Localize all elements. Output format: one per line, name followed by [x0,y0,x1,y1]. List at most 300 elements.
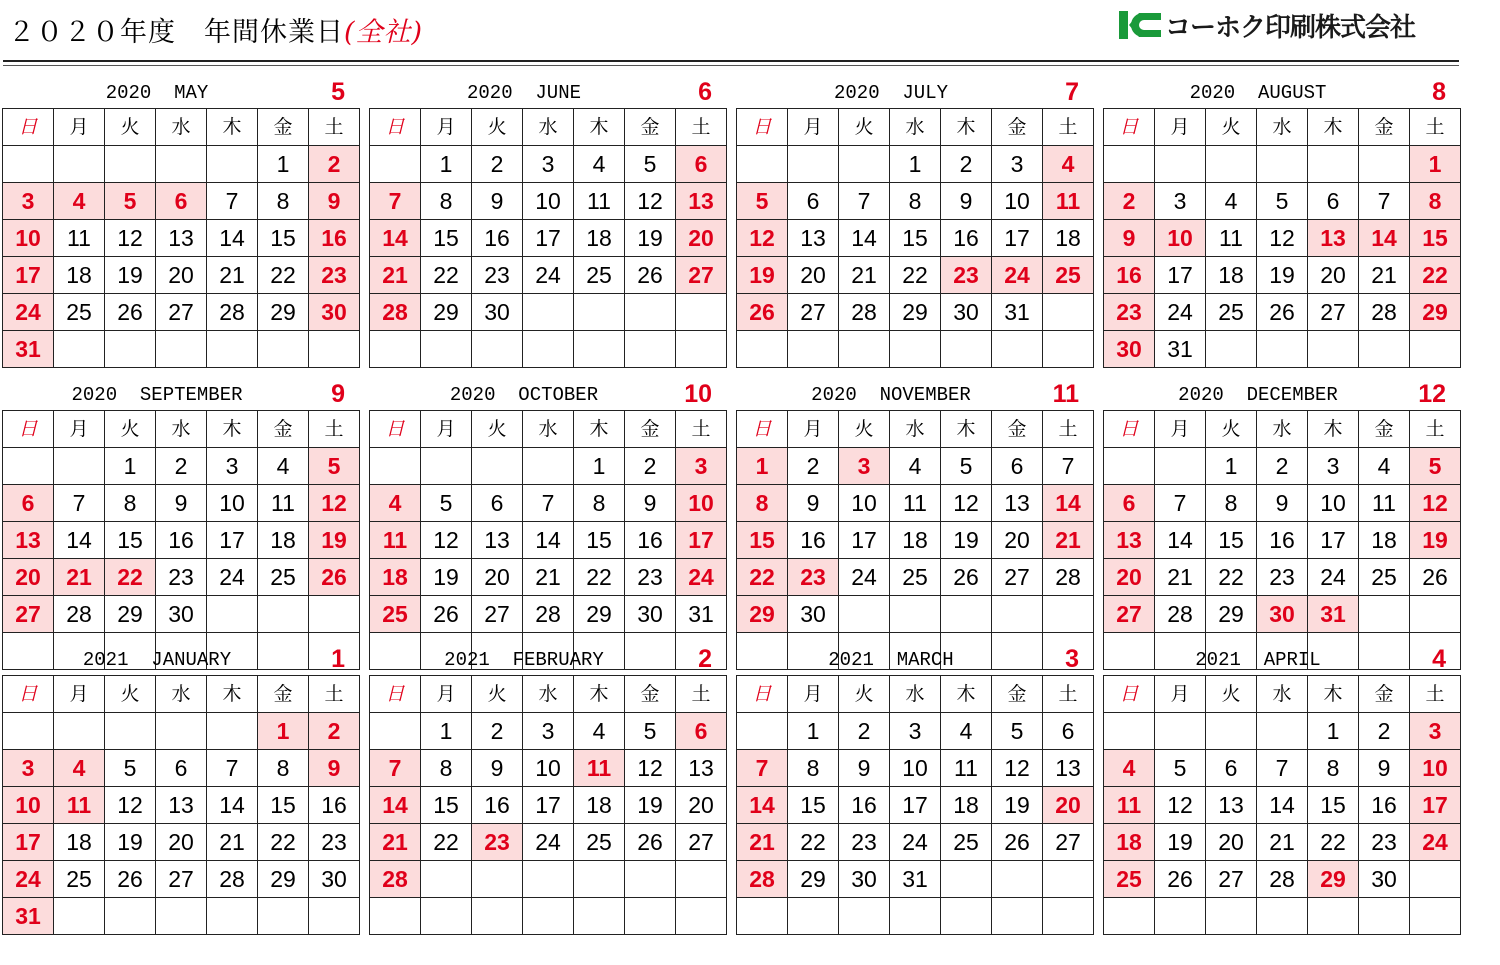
week-row [370,522,727,559]
holiday-cell: 5 [309,448,360,485]
weekday-label: 水 [156,676,207,713]
month-number: 10 [684,380,712,408]
day-cell: 15 [421,220,472,257]
holiday-cell: 11 [370,522,421,559]
holiday-cell: 14 [1359,220,1410,257]
empty-cell [156,713,207,750]
empty-cell [523,861,574,898]
empty-cell [625,898,676,935]
day-cell: 3 [523,713,574,750]
day-cell: 16 [309,787,360,824]
holiday-cell: 17 [3,257,54,294]
holiday-cell: 10 [676,485,727,522]
empty-cell [258,331,309,368]
day-cell: 25 [54,861,105,898]
month-august [1103,73,1460,368]
week-row [737,448,1094,485]
week-row [737,861,1094,898]
month-number: 7 [1065,78,1079,106]
week-row [370,294,727,331]
holiday-cell: 11 [574,750,625,787]
day-cell: 10 [523,183,574,220]
holiday-cell: 15 [1410,220,1461,257]
holiday-cell: 3 [676,448,727,485]
day-cell: 18 [574,220,625,257]
weekday-label: 金 [625,109,676,146]
day-cell: 2 [472,713,523,750]
day-cell: 28 [1043,559,1094,596]
weekday-label: 木 [1308,109,1359,146]
empty-cell [890,331,941,368]
day-cell: 26 [1410,559,1461,596]
holiday-cell: 1 [737,448,788,485]
week-row [3,898,360,935]
holiday-cell: 28 [370,294,421,331]
day-cell: 28 [523,596,574,633]
weekday-label: 月 [1155,109,1206,146]
empty-cell [941,861,992,898]
empty-cell [523,448,574,485]
empty-cell [421,331,472,368]
empty-cell [54,898,105,935]
day-cell: 9 [156,485,207,522]
day-cell: 4 [574,713,625,750]
day-cell: 5 [992,713,1043,750]
empty-cell [156,898,207,935]
day-cell: 26 [421,596,472,633]
holiday-cell: 25 [1043,257,1094,294]
empty-cell [54,331,105,368]
empty-cell [472,331,523,368]
day-cell: 11 [941,750,992,787]
week-row [3,596,360,633]
day-cell: 28 [1257,861,1308,898]
day-cell: 11 [258,485,309,522]
week-row [1104,294,1461,331]
empty-cell [625,861,676,898]
day-cell: 19 [105,257,156,294]
month-header [2,73,359,108]
weekday-label: 月 [788,109,839,146]
week-row [3,257,360,294]
day-cell: 11 [574,183,625,220]
weekday-label: 水 [890,411,941,448]
holiday-cell: 6 [156,183,207,220]
empty-cell [207,146,258,183]
holiday-cell: 12 [1410,485,1461,522]
month-april [1103,640,1460,935]
day-cell: 13 [1043,750,1094,787]
week-row [3,522,360,559]
day-cell: 22 [421,824,472,861]
week-row [3,713,360,750]
week-row [370,596,727,633]
empty-cell [788,898,839,935]
holiday-cell: 31 [1308,596,1359,633]
week-row [1104,861,1461,898]
day-cell: 26 [625,824,676,861]
day-cell: 6 [472,485,523,522]
empty-cell [421,448,472,485]
weekday-label: 日 [3,109,54,146]
day-cell: 6 [788,183,839,220]
day-cell: 6 [1043,713,1094,750]
month-table [1103,108,1461,368]
week-row [737,183,1094,220]
weekday-label: 日 [370,109,421,146]
empty-cell [309,596,360,633]
weekday-label: 火 [1206,676,1257,713]
holiday-cell: 19 [1410,522,1461,559]
holiday-cell: 21 [737,824,788,861]
month-june [369,73,726,368]
day-cell: 8 [258,183,309,220]
week-row [1104,596,1461,633]
day-cell: 8 [1206,485,1257,522]
day-cell: 21 [1155,559,1206,596]
week-row [370,750,727,787]
day-cell: 8 [788,750,839,787]
weekday-label: 火 [105,676,156,713]
week-row [737,146,1094,183]
holiday-cell: 11 [54,787,105,824]
empty-cell [156,146,207,183]
page-title [8,10,423,49]
empty-cell [890,596,941,633]
day-cell: 9 [941,183,992,220]
empty-cell [370,898,421,935]
month-table [1103,410,1461,670]
week-row [1104,257,1461,294]
day-cell: 13 [1206,787,1257,824]
weekday-label: 日 [1104,676,1155,713]
empty-cell [207,898,258,935]
day-cell: 31 [992,294,1043,331]
day-cell: 10 [523,750,574,787]
day-cell: 24 [523,824,574,861]
week-row [370,331,727,368]
empty-cell [941,331,992,368]
day-cell: 12 [625,750,676,787]
weekday-label: 火 [472,676,523,713]
day-cell: 17 [992,220,1043,257]
weekday-label: 金 [1359,411,1410,448]
month-label: 2021 APRIL [1195,649,1321,671]
holiday-cell: 2 [1104,183,1155,220]
weekday-label: 水 [1257,411,1308,448]
day-cell: 2 [156,448,207,485]
day-cell: 1 [421,713,472,750]
holiday-cell: 29 [1410,294,1461,331]
weekday-header-row [3,109,360,146]
holiday-cell: 1 [258,713,309,750]
day-cell: 28 [207,861,258,898]
day-cell: 7 [1155,485,1206,522]
day-cell: 14 [54,522,105,559]
month-header [369,73,726,108]
week-row [370,713,727,750]
weekday-header-row [1104,109,1461,146]
day-cell: 20 [676,787,727,824]
weekday-header-row [3,411,360,448]
weekday-label: 火 [839,109,890,146]
weekday-label: 火 [105,411,156,448]
day-cell: 13 [156,220,207,257]
holiday-cell: 4 [54,183,105,220]
day-cell: 15 [421,787,472,824]
weekday-label: 土 [676,109,727,146]
month-number: 12 [1418,380,1446,408]
holiday-cell: 31 [3,331,54,368]
day-cell: 7 [1359,183,1410,220]
day-cell: 1 [421,146,472,183]
day-cell: 20 [788,257,839,294]
weekday-label: 火 [1206,411,1257,448]
day-cell: 26 [1257,294,1308,331]
day-cell: 3 [523,146,574,183]
week-row [3,559,360,596]
day-cell: 1 [574,448,625,485]
day-cell: 21 [207,824,258,861]
empty-cell [1206,898,1257,935]
empty-cell [1043,898,1094,935]
empty-cell [1410,898,1461,935]
month-label: 2020 JULY [833,82,949,104]
week-row [737,559,1094,596]
holiday-cell: 27 [676,257,727,294]
week-row [737,485,1094,522]
month-header [1103,375,1460,410]
day-cell: 18 [574,787,625,824]
month-table [1103,675,1461,935]
weekday-header-row [370,109,727,146]
week-row [3,787,360,824]
day-cell: 5 [1257,183,1308,220]
day-cell: 29 [421,294,472,331]
day-cell: 19 [625,787,676,824]
weekday-label: 土 [676,411,727,448]
day-cell: 25 [890,559,941,596]
weekday-label: 金 [625,411,676,448]
weekday-label: 水 [523,676,574,713]
weekday-label: 水 [156,411,207,448]
day-cell: 12 [992,750,1043,787]
empty-cell [207,713,258,750]
day-cell: 13 [472,522,523,559]
day-cell: 20 [1206,824,1257,861]
day-cell: 25 [941,824,992,861]
day-cell: 26 [992,824,1043,861]
month-number: 11 [1052,380,1079,408]
week-row [1104,898,1461,935]
day-cell: 11 [890,485,941,522]
day-cell: 1 [258,146,309,183]
day-cell: 10 [1308,485,1359,522]
week-row [3,448,360,485]
day-cell: 22 [1308,824,1359,861]
week-row [370,220,727,257]
holiday-cell: 4 [1104,750,1155,787]
empty-cell [992,331,1043,368]
holiday-cell: 20 [676,220,727,257]
weekday-label: 金 [992,411,1043,448]
day-cell: 7 [54,485,105,522]
empty-cell [207,331,258,368]
holiday-cell: 26 [309,559,360,596]
day-cell: 8 [1308,750,1359,787]
empty-cell [1257,331,1308,368]
empty-cell [737,331,788,368]
holiday-cell: 6 [676,146,727,183]
day-cell: 27 [1206,861,1257,898]
weekday-label: 水 [890,676,941,713]
weekday-header-row [370,411,727,448]
month-header [1103,73,1460,108]
empty-cell [105,146,156,183]
holiday-cell: 20 [1104,559,1155,596]
weekday-label: 日 [3,676,54,713]
day-cell: 16 [1359,787,1410,824]
month-label: 2020 OCTOBER [449,384,599,406]
day-cell: 15 [788,787,839,824]
empty-cell [1104,713,1155,750]
holiday-cell: 18 [370,559,421,596]
holiday-cell: 10 [1410,750,1461,787]
day-cell: 23 [1359,824,1410,861]
empty-cell [574,861,625,898]
day-cell: 6 [1206,750,1257,787]
day-cell: 15 [890,220,941,257]
holiday-cell: 25 [370,596,421,633]
holiday-cell: 23 [472,824,523,861]
weekday-header-row [3,676,360,713]
day-cell: 31 [890,861,941,898]
day-cell: 15 [258,220,309,257]
empty-cell [992,596,1043,633]
weekday-label: 月 [54,676,105,713]
month-may [2,73,359,368]
day-cell: 26 [625,257,676,294]
empty-cell [156,331,207,368]
weekday-label: 金 [258,411,309,448]
weekday-label: 月 [54,109,105,146]
holiday-cell: 29 [737,596,788,633]
day-cell: 26 [105,294,156,331]
holiday-cell: 22 [1410,257,1461,294]
weekday-label: 木 [1308,411,1359,448]
month-october [369,375,726,670]
day-cell: 10 [890,750,941,787]
day-cell: 25 [574,257,625,294]
day-cell: 7 [1043,448,1094,485]
weekday-label: 金 [992,676,1043,713]
day-cell: 17 [1308,522,1359,559]
month-number: 6 [698,78,712,106]
empty-cell [992,861,1043,898]
month-table [736,410,1094,670]
month-label: 2021 JANUARY [82,649,232,671]
day-cell: 21 [1257,824,1308,861]
week-row [1104,787,1461,824]
empty-cell [1104,898,1155,935]
header-rule [3,60,1459,62]
day-cell: 17 [890,787,941,824]
month-table [369,675,727,935]
empty-cell [1410,596,1461,633]
month-label: 2020 AUGUST [1189,82,1327,104]
holiday-cell: 14 [737,787,788,824]
empty-cell [1155,146,1206,183]
holiday-cell: 24 [1410,824,1461,861]
day-cell: 18 [890,522,941,559]
empty-cell [839,596,890,633]
empty-cell [309,898,360,935]
day-cell: 16 [941,220,992,257]
day-cell: 26 [105,861,156,898]
holiday-cell: 28 [737,861,788,898]
day-cell: 23 [156,559,207,596]
month-header [2,640,359,675]
weekday-label: 金 [625,676,676,713]
month-number: 1 [331,645,345,673]
holiday-cell: 27 [3,596,54,633]
day-cell: 19 [1155,824,1206,861]
holiday-cell: 23 [788,559,839,596]
holiday-cell: 30 [1257,596,1308,633]
month-july [736,73,1093,368]
week-row [1104,713,1461,750]
week-row [737,750,1094,787]
empty-cell [574,331,625,368]
weekday-header-row [1104,676,1461,713]
weekday-label: 土 [309,676,360,713]
weekday-label: 木 [207,676,258,713]
day-cell: 28 [54,596,105,633]
weekday-label: 金 [992,109,1043,146]
empty-cell [839,898,890,935]
month-label: 2020 JUNE [466,82,582,104]
day-cell: 9 [472,750,523,787]
weekday-label: 木 [941,676,992,713]
day-cell: 3 [207,448,258,485]
day-cell: 29 [105,596,156,633]
day-cell: 1 [1308,713,1359,750]
week-row [370,787,727,824]
weekday-label: 火 [1206,109,1257,146]
day-cell: 16 [625,522,676,559]
day-cell: 20 [156,824,207,861]
week-row [3,146,360,183]
day-cell: 23 [309,824,360,861]
week-row [1104,750,1461,787]
day-cell: 16 [156,522,207,559]
day-cell: 17 [523,787,574,824]
week-row [737,596,1094,633]
week-row [1104,824,1461,861]
day-cell: 4 [258,448,309,485]
weekday-label: 火 [839,411,890,448]
day-cell: 13 [676,750,727,787]
weekday-label: 水 [523,411,574,448]
day-cell: 14 [523,522,574,559]
holiday-cell: 31 [3,898,54,935]
month-header [369,375,726,410]
day-cell: 18 [54,824,105,861]
month-table [2,675,360,935]
holiday-cell: 17 [1410,787,1461,824]
weekday-label: 金 [258,109,309,146]
holiday-cell: 17 [3,824,54,861]
